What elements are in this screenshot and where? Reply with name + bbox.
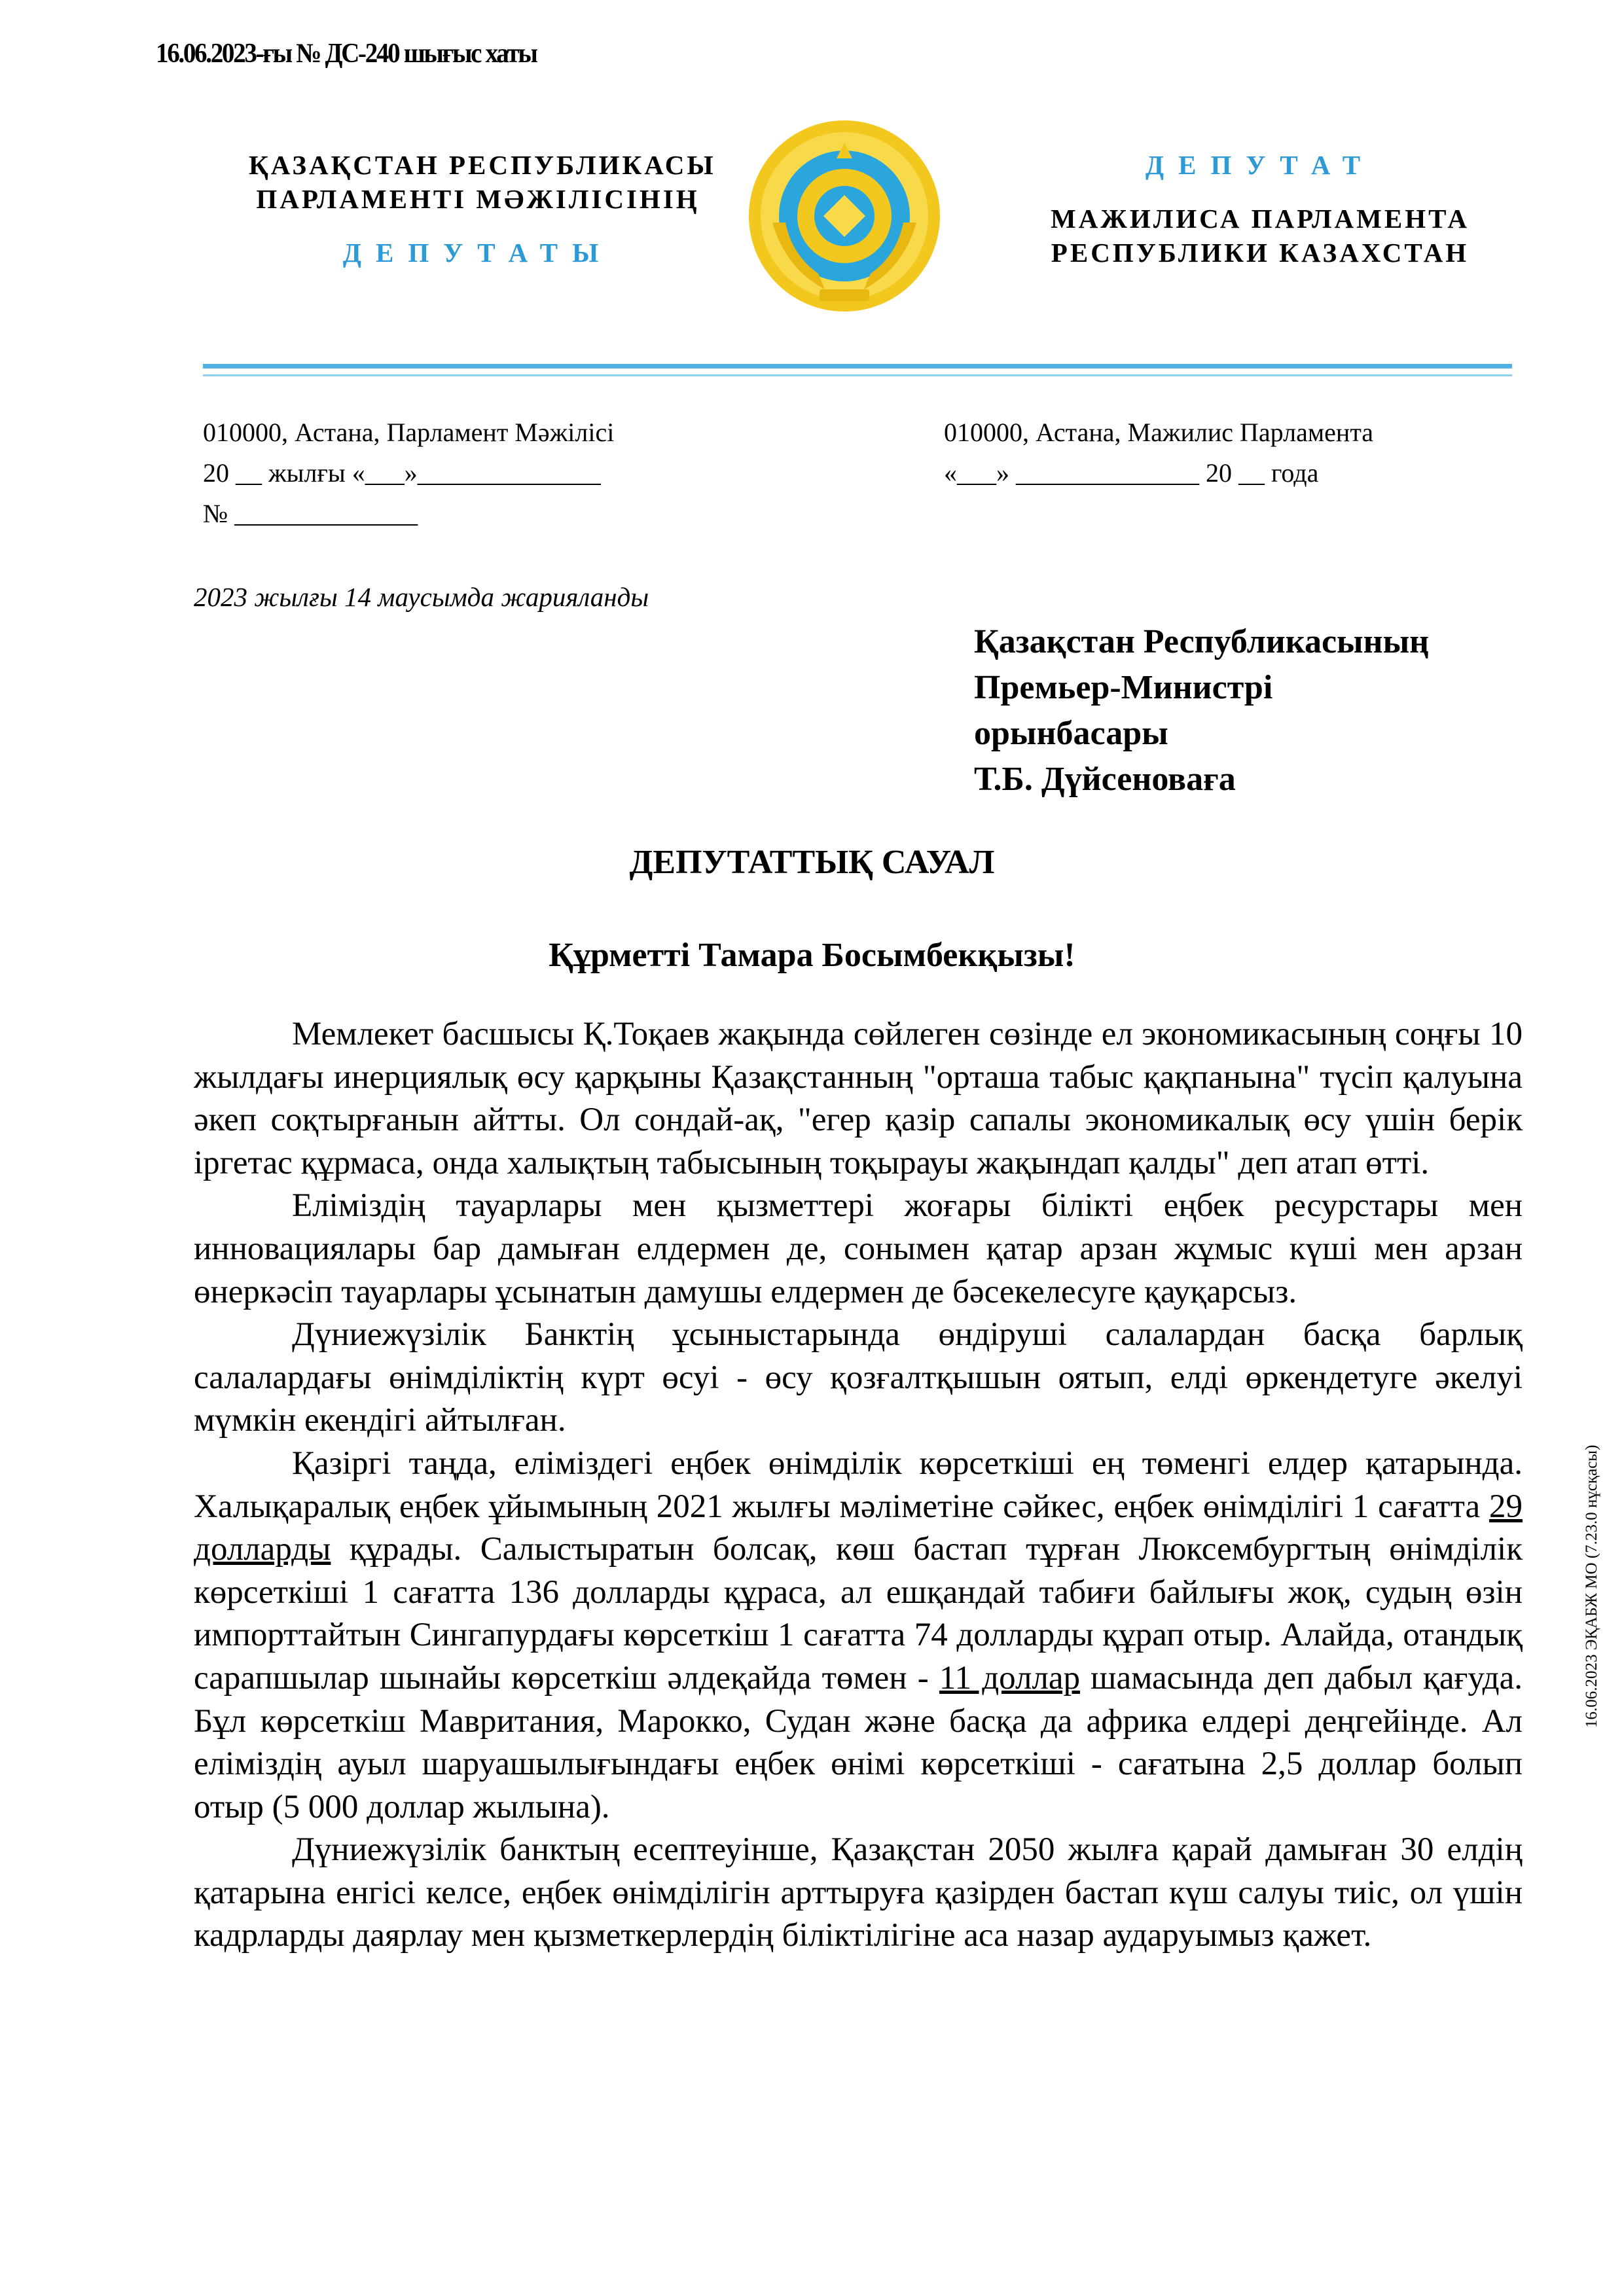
letterhead-russian [1015, 148, 1506, 270]
paragraph-2: Еліміздің тауарлары мен қызметтері жоғары білікті еңбек ресурстары мен инновациялары бар дамыған елдермен де, сонымен қатар арзан жұмыс күші мен арзан өнеркәсіп тауарлары ұсынатын дамушы елдермен де бәсекелесуге қауқарсыз. [194, 1187, 1523, 1310]
addressee-block [974, 619, 1429, 802]
paragraph-1: Мемлекет басшысы Қ.Тоқаев жақында сөйлеген сөзінде ел экономикасының соңғы 10 жылдағы инерциялық өсу қарқыны Қазақстанның "орташа табыс қақпанына" түсіп қалуына әкеп соқтырғанын айтты. Ол сондай-ақ, "егер қазір сапалы экономикалық өсу үшін берік іргетас құрмаса, онда халықтың табысының тоқырауы жақындап қалды" деп атап өтті. [194, 1016, 1523, 1181]
address-block-russian [944, 412, 1373, 493]
letterhead-ru-line2: РЕСПУБЛИКИ КАЗАХСТАН [1051, 238, 1470, 268]
letter-body [194, 1013, 1523, 1958]
paragraph-3: Дүниежүзілік Банктің ұсыныстарында өндіруші салалардан басқа барлық салалардағы өнімділіктің күрт өсуі - өсу қозғалтқышын оятып, елді өркендетуге әкелуі мүмкін екендігі айтылған. [194, 1316, 1523, 1439]
paragraph-5: Дүниежүзілік банктың есептеуінше, Қазақстан 2050 жылға қарай дамыған 30 елдің қатарына енгісі келсе, еңбек өнімділігін арттыруға қазірден бастап күш салуы тиіс, ол үшін кадрларды даярлау мен қызметкерлердің біліктілігіне аса назар аударуымыз қажет. [194, 1831, 1523, 1954]
address-ru-date-line: «___» ______________ 20 __ года [944, 458, 1319, 488]
address-kz-number-line: № ______________ [203, 499, 418, 528]
letterhead-kz-line1: ҚАЗАҚСТАН РЕСПУБЛИКАСЫ [249, 150, 716, 180]
address-ru-line1: 010000, Астана, Мажилис Парламента [944, 418, 1374, 447]
system-side-note: 16.06.2023 ЭҚАБЖ МО (7.23.0 нұсқасы) [1583, 1444, 1600, 1728]
paragraph-4-part-b: құрады. Салыстыратын болсақ, көш бастап тұрған Люксембургтың өнімділік көрсеткіші 1 сағатта 136 долларды құраса, ал ешқандай табиғи байлығы жоқ, судың өзін импорттайтын Сингапурдағы көрсеткіш 1 сағатта 74 долларды құрап отыр. Алайда, отандық сарапшылар шынайы көрсеткіш әлдеқайда төмен - [194, 1531, 1523, 1696]
letterhead-divider-thin [203, 374, 1512, 376]
document-title: ДЕПУТАТТЫҚ САУАЛ [629, 844, 995, 881]
address-kz-date-line: 20 __ жылғы «___»______________ [203, 458, 601, 488]
greeting: Құрметті Тамара Босымбекқызы! [549, 937, 1075, 974]
paragraph-4 [194, 1443, 1523, 1829]
letterhead-ru-title: ДЕПУТАТ [1145, 150, 1375, 180]
paragraph-4-part-a: Қазіргі таңда, еліміздегі еңбек өнімділік көрсеткіші ең төменгі елдер қатарында. Халықаралық еңбек ұйымының 2021 жылғы мәліметіне сәйкес, еңбек өнімділігі 1 сағатта [194, 1444, 1523, 1525]
letterhead-kz-line2: ПАРЛАМЕНТІ МӘЖІЛІСІНІҢ [256, 184, 700, 214]
addressee-line4: Т.Б. Дүйсеноваға [974, 761, 1236, 798]
address-kz-line1: 010000, Астана, Парламент Мәжілісі [203, 418, 615, 447]
outgoing-letter-note: 16.06.2023-ғы № ДС-240 шығыс хаты [156, 39, 537, 69]
underlined-29-dollars: 29 долларды [194, 1488, 1523, 1568]
letterhead-kazakh [249, 148, 716, 270]
addressee-line2: Премьер-Министрі [974, 669, 1273, 706]
state-emblem-icon [746, 118, 943, 314]
addressee-line3: орынбасары [974, 715, 1168, 752]
underlined-11-dollars: 11 доллар [939, 1659, 1081, 1696]
letterhead-divider [203, 364, 1512, 368]
paragraph-4-part-c: шамасында деп дабыл қағуда. Бұл көрсеткіш Мавритания, Марокко, Судан және басқа да африка елдері деңгейінде. Ал еліміздің ауыл шаруашылығындағы еңбек өнімі көрсеткіші - сағатына 2,5 доллар болып отыр (5 000 доллар жылына). [194, 1659, 1523, 1825]
address-block-kazakh [203, 412, 614, 534]
letterhead-kz-title: ДЕПУТАТЫ [342, 238, 613, 268]
published-note: 2023 жылғы 14 маусымда жарияланды [194, 582, 649, 612]
letterhead-ru-line1: МАЖИЛИСА ПАРЛАМЕНТА [1050, 204, 1470, 234]
addressee-line1: Қазақстан Республикасының [974, 623, 1430, 660]
